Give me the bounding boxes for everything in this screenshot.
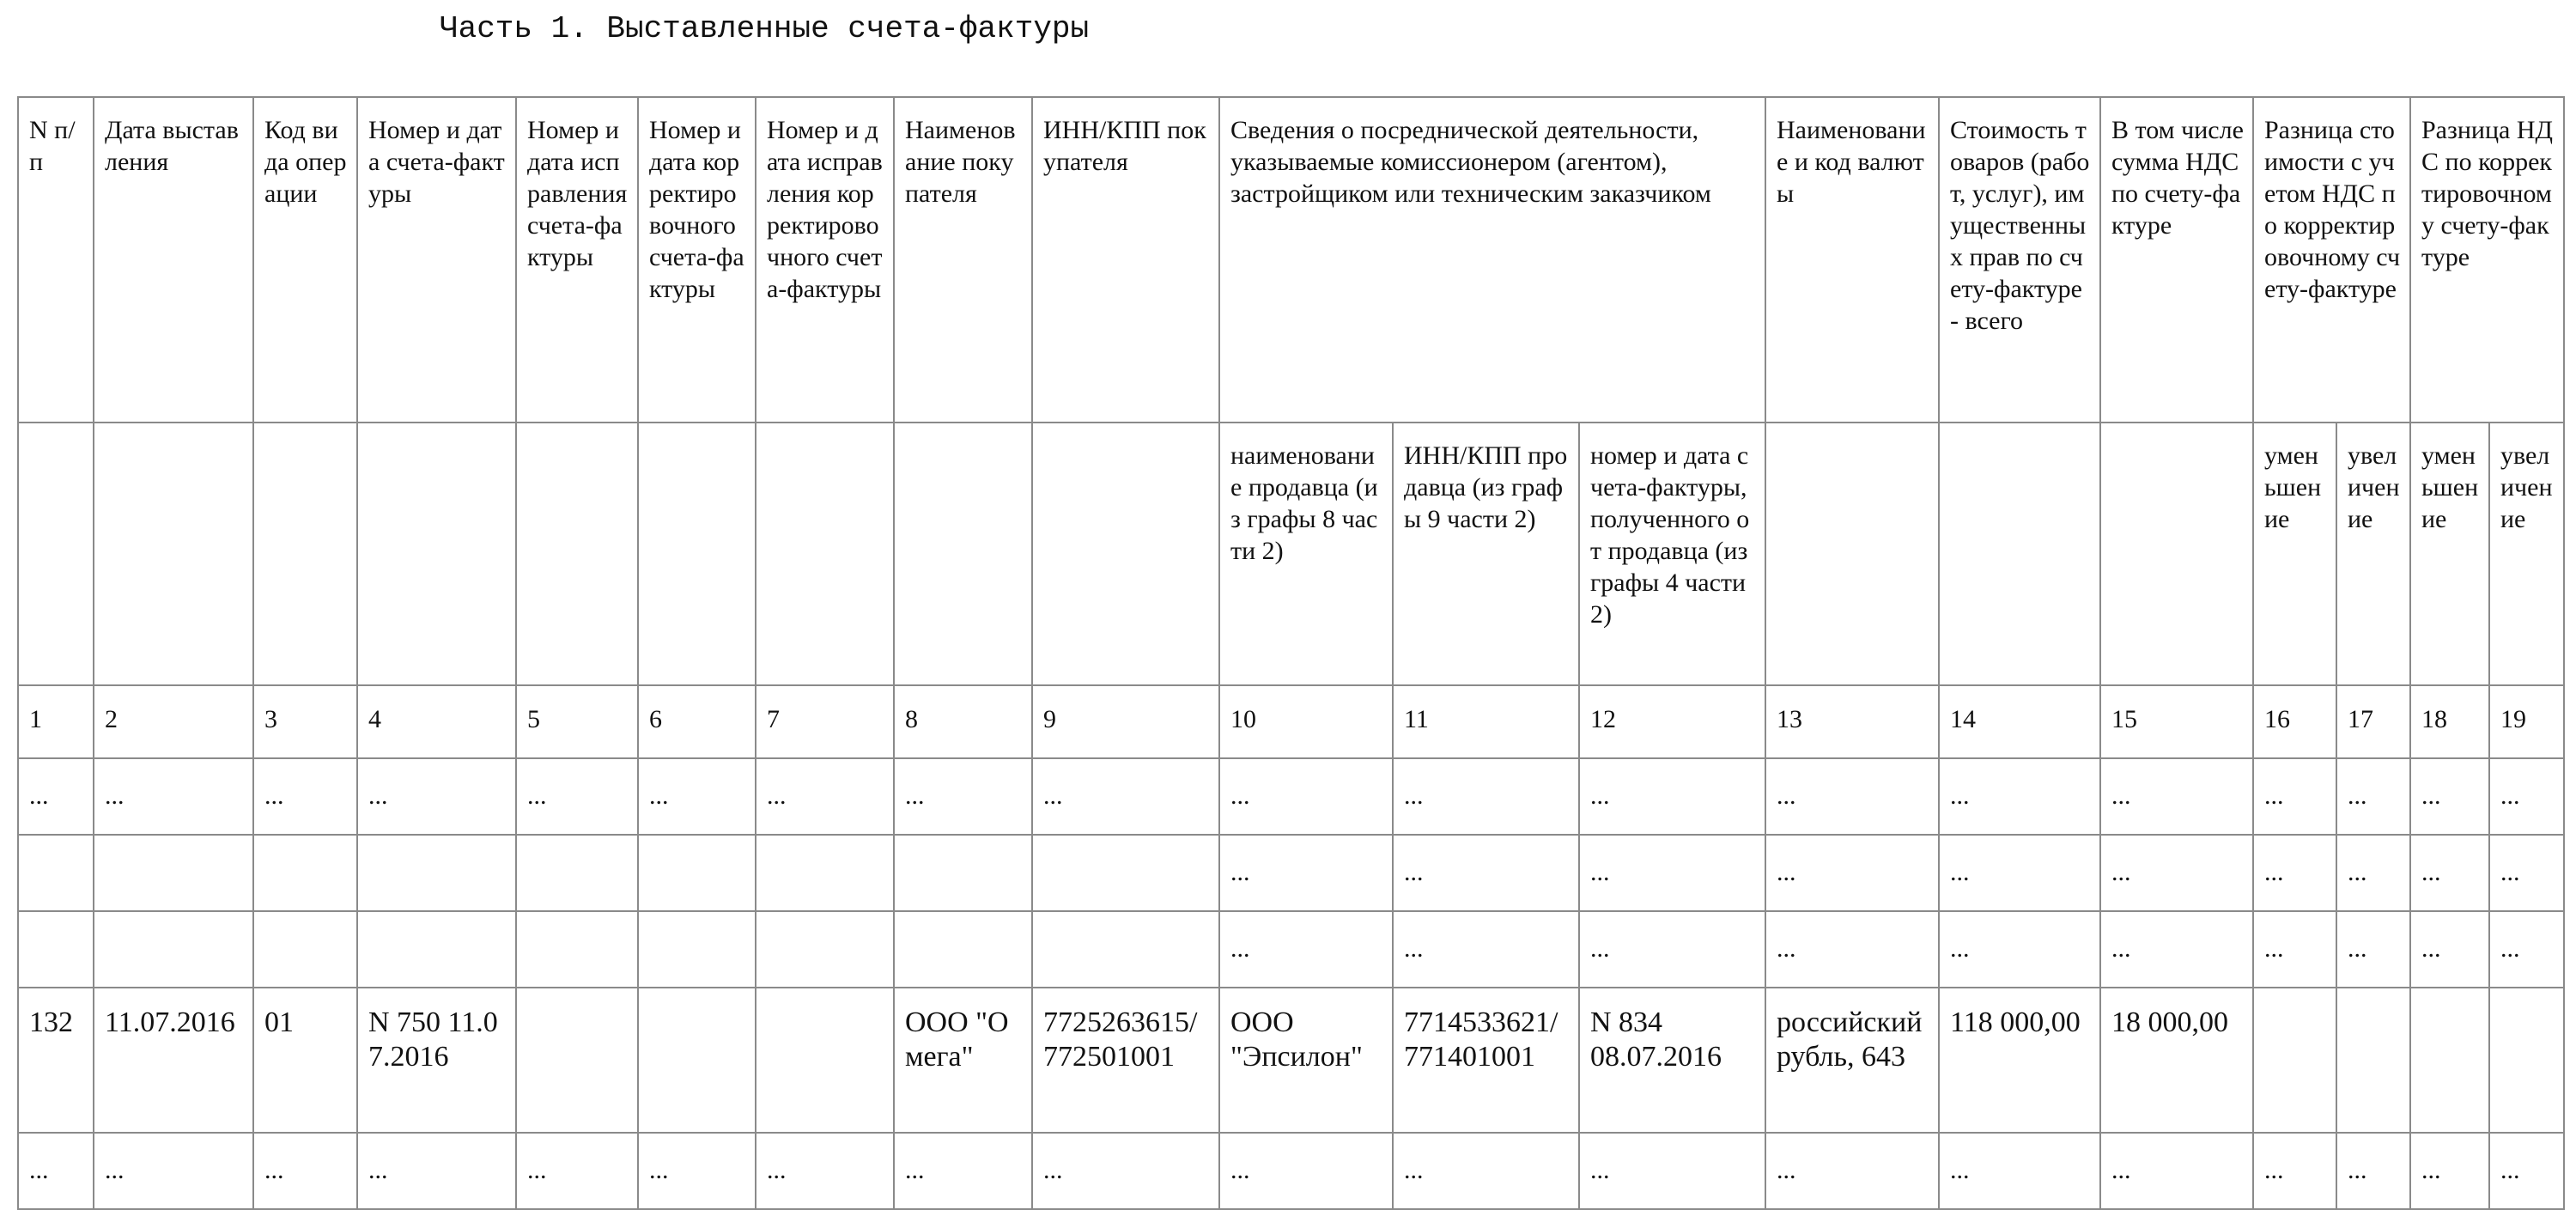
ellipsis-cell: ... (2100, 758, 2253, 835)
header-vat-difference: Разница НДС по корректировочному счету-фактуре (2410, 97, 2564, 423)
cell-seller-invoice: N 834 08.07.2016 (1579, 988, 1765, 1133)
sub-empty (253, 423, 357, 685)
empty-cell (638, 911, 756, 988)
header-row-main (18, 97, 2564, 423)
ellipsis-cell: ... (1939, 1133, 2100, 1209)
column-number: 14 (1939, 685, 2100, 758)
column-number: 10 (1219, 685, 1393, 758)
header-vat-amount: В том числе сумма НДС по счету-фактуре (2100, 97, 2253, 423)
column-number: 2 (94, 685, 253, 758)
header-vat-increase: увеличение (2489, 423, 2564, 685)
empty-cell (638, 835, 756, 911)
ellipsis-cell: ... (2253, 835, 2336, 911)
ellipsis-cell: ... (18, 758, 94, 835)
table-row (18, 1133, 2564, 1209)
sub-empty (18, 423, 94, 685)
page-title: Часть 1. Выставленные счета-фактуры (440, 11, 1090, 46)
header-operation-code: Код вида операции (253, 97, 357, 423)
sub-empty (894, 423, 1032, 685)
ellipsis-cell: ... (1579, 911, 1765, 988)
header-cost-difference: Разница стоимости с учетом НДС по корректировочному счету-фактуре (2253, 97, 2410, 423)
column-number: 18 (2410, 685, 2489, 758)
ellipsis-cell: ... (1219, 1133, 1393, 1209)
column-number: 7 (756, 685, 894, 758)
header-seller-name: наименование продавца (из графы 8 части 2) (1219, 423, 1393, 685)
ellipsis-cell: ... (2489, 911, 2564, 988)
empty-cell (516, 988, 638, 1133)
cell-total: 118 000,00 (1939, 988, 2100, 1133)
column-number: 9 (1032, 685, 1219, 758)
column-number: 11 (1393, 685, 1579, 758)
ellipsis-cell: ... (2489, 758, 2564, 835)
ellipsis-cell: ... (1032, 758, 1219, 835)
ellipsis-cell: ... (1939, 835, 2100, 911)
ellipsis-cell: ... (1393, 758, 1579, 835)
ellipsis-cell: ... (2100, 1133, 2253, 1209)
cell-buyer-name: ООО "Омега" (894, 988, 1032, 1133)
sub-empty (1032, 423, 1219, 685)
header-invoice: Номер и дата счета-фактуры (357, 97, 516, 423)
header-currency: Наименование и код валюты (1765, 97, 1939, 423)
column-number: 15 (2100, 685, 2253, 758)
table-row (18, 835, 2564, 911)
sub-empty (2100, 423, 2253, 685)
ellipsis-cell: ... (1579, 1133, 1765, 1209)
cell-buyer-inn: 7725263615/772501001 (1032, 988, 1219, 1133)
ellipsis-cell: ... (1765, 758, 1939, 835)
column-number: 6 (638, 685, 756, 758)
header-corrective-invoice-correction: Номер и дата исправления корректировочного счета-фактуры (756, 97, 894, 423)
sub-empty (1765, 423, 1939, 685)
ellipsis-cell: ... (2410, 911, 2489, 988)
cell-seller-inn: 7714533621/771401001 (1393, 988, 1579, 1133)
ellipsis-cell: ... (1579, 758, 1765, 835)
column-number-row (18, 685, 2564, 758)
sub-empty (638, 423, 756, 685)
empty-cell (2336, 988, 2410, 1133)
ellipsis-cell: ... (2253, 1133, 2336, 1209)
column-number: 8 (894, 685, 1032, 758)
empty-cell (94, 835, 253, 911)
empty-cell (516, 911, 638, 988)
ellipsis-cell: ... (1219, 835, 1393, 911)
header-date: Дата выставления (94, 97, 253, 423)
empty-cell (638, 988, 756, 1133)
sub-empty (1939, 423, 2100, 685)
ellipsis-cell: ... (2489, 1133, 2564, 1209)
column-number: 19 (2489, 685, 2564, 758)
ellipsis-cell: ... (1393, 1133, 1579, 1209)
header-vat-decrease: уменьшение (2410, 423, 2489, 685)
sub-empty (756, 423, 894, 685)
header-seller-inn: ИНН/КПП продавца (из графы 9 части 2) (1393, 423, 1579, 685)
column-number: 13 (1765, 685, 1939, 758)
header-cost-increase: увеличение (2336, 423, 2410, 685)
header-seller-invoice: номер и дата счета-фактуры, полученного от продавца (из графы 4 части 2) (1579, 423, 1765, 685)
column-number: 5 (516, 685, 638, 758)
sub-empty (94, 423, 253, 685)
ellipsis-cell: ... (516, 1133, 638, 1209)
empty-cell (2489, 988, 2564, 1133)
empty-cell (357, 911, 516, 988)
empty-cell (756, 988, 894, 1133)
ellipsis-cell: ... (516, 758, 638, 835)
ellipsis-cell: ... (2336, 835, 2410, 911)
empty-cell (2253, 988, 2336, 1133)
ellipsis-cell: ... (2410, 835, 2489, 911)
header-row-sub (18, 423, 2564, 685)
table-row-132 (18, 988, 2564, 1133)
ellipsis-cell: ... (1579, 835, 1765, 911)
ellipsis-cell: ... (1765, 911, 1939, 988)
ellipsis-cell: ... (1219, 758, 1393, 835)
header-n: N п/п (18, 97, 94, 423)
cell-number: 132 (18, 988, 94, 1133)
empty-cell (18, 835, 94, 911)
ellipsis-cell: ... (94, 758, 253, 835)
empty-cell (516, 835, 638, 911)
empty-cell (2410, 988, 2489, 1133)
ellipsis-cell: ... (1219, 911, 1393, 988)
column-number: 16 (2253, 685, 2336, 758)
cell-invoice: N 750 11.07.2016 (357, 988, 516, 1133)
cell-vat: 18 000,00 (2100, 988, 2253, 1133)
ellipsis-cell: ... (2336, 758, 2410, 835)
ellipsis-cell: ... (357, 758, 516, 835)
column-number: 17 (2336, 685, 2410, 758)
ellipsis-cell: ... (1393, 835, 1579, 911)
header-cost-decrease: уменьшение (2253, 423, 2336, 685)
empty-cell (756, 911, 894, 988)
cell-currency: российский рубль, 643 (1765, 988, 1939, 1133)
ellipsis-cell: ... (894, 1133, 1032, 1209)
header-total-cost: Стоимость товаров (работ, услуг), имущественных прав по счету-фактуре - всего (1939, 97, 2100, 423)
ellipsis-cell: ... (2410, 758, 2489, 835)
cell-seller-name: ООО "Эпсилон" (1219, 988, 1393, 1133)
ellipsis-cell: ... (894, 758, 1032, 835)
column-number: 1 (18, 685, 94, 758)
ellipsis-cell: ... (2489, 835, 2564, 911)
ellipsis-cell: ... (756, 1133, 894, 1209)
sub-empty (516, 423, 638, 685)
ellipsis-cell: ... (94, 1133, 253, 1209)
ellipsis-cell: ... (18, 1133, 94, 1209)
ellipsis-cell: ... (1393, 911, 1579, 988)
header-intermediary-info: Сведения о посреднической деятельности, указываемые комиссионером (агентом), застройщиком или техническим заказчиком (1219, 97, 1765, 423)
header-invoice-correction: Номер и дата исправления счета-фактуры (516, 97, 638, 423)
empty-cell (894, 911, 1032, 988)
ellipsis-cell: ... (2100, 911, 2253, 988)
ellipsis-cell: ... (2253, 911, 2336, 988)
column-number: 3 (253, 685, 357, 758)
ellipsis-cell: ... (638, 758, 756, 835)
ellipsis-cell: ... (1939, 911, 2100, 988)
header-corrective-invoice: Номер и дата корректировочного счета-фактуры (638, 97, 756, 423)
ellipsis-cell: ... (1765, 1133, 1939, 1209)
sub-empty (357, 423, 516, 685)
ellipsis-cell: ... (357, 1133, 516, 1209)
ellipsis-cell: ... (253, 758, 357, 835)
column-number: 4 (357, 685, 516, 758)
ellipsis-cell: ... (2410, 1133, 2489, 1209)
column-number: 12 (1579, 685, 1765, 758)
header-buyer-name: Наименование покупателя (894, 97, 1032, 423)
empty-cell (357, 835, 516, 911)
cell-operation-code: 01 (253, 988, 357, 1133)
ellipsis-cell: ... (2336, 911, 2410, 988)
ellipsis-cell: ... (2100, 835, 2253, 911)
empty-cell (94, 911, 253, 988)
empty-cell (253, 835, 357, 911)
table-row (18, 911, 2564, 988)
ellipsis-cell: ... (2253, 758, 2336, 835)
table-row (18, 758, 2564, 835)
ellipsis-cell: ... (638, 1133, 756, 1209)
empty-cell (756, 835, 894, 911)
empty-cell (894, 835, 1032, 911)
ellipsis-cell: ... (1032, 1133, 1219, 1209)
empty-cell (1032, 911, 1219, 988)
invoice-journal-table (17, 96, 2565, 1210)
header-buyer-inn: ИНН/КПП покупателя (1032, 97, 1219, 423)
ellipsis-cell: ... (756, 758, 894, 835)
ellipsis-cell: ... (1765, 835, 1939, 911)
ellipsis-cell: ... (253, 1133, 357, 1209)
ellipsis-cell: ... (2336, 1133, 2410, 1209)
empty-cell (1032, 835, 1219, 911)
empty-cell (253, 911, 357, 988)
empty-cell (18, 911, 94, 988)
cell-date: 11.07.2016 (94, 988, 253, 1133)
ellipsis-cell: ... (1939, 758, 2100, 835)
